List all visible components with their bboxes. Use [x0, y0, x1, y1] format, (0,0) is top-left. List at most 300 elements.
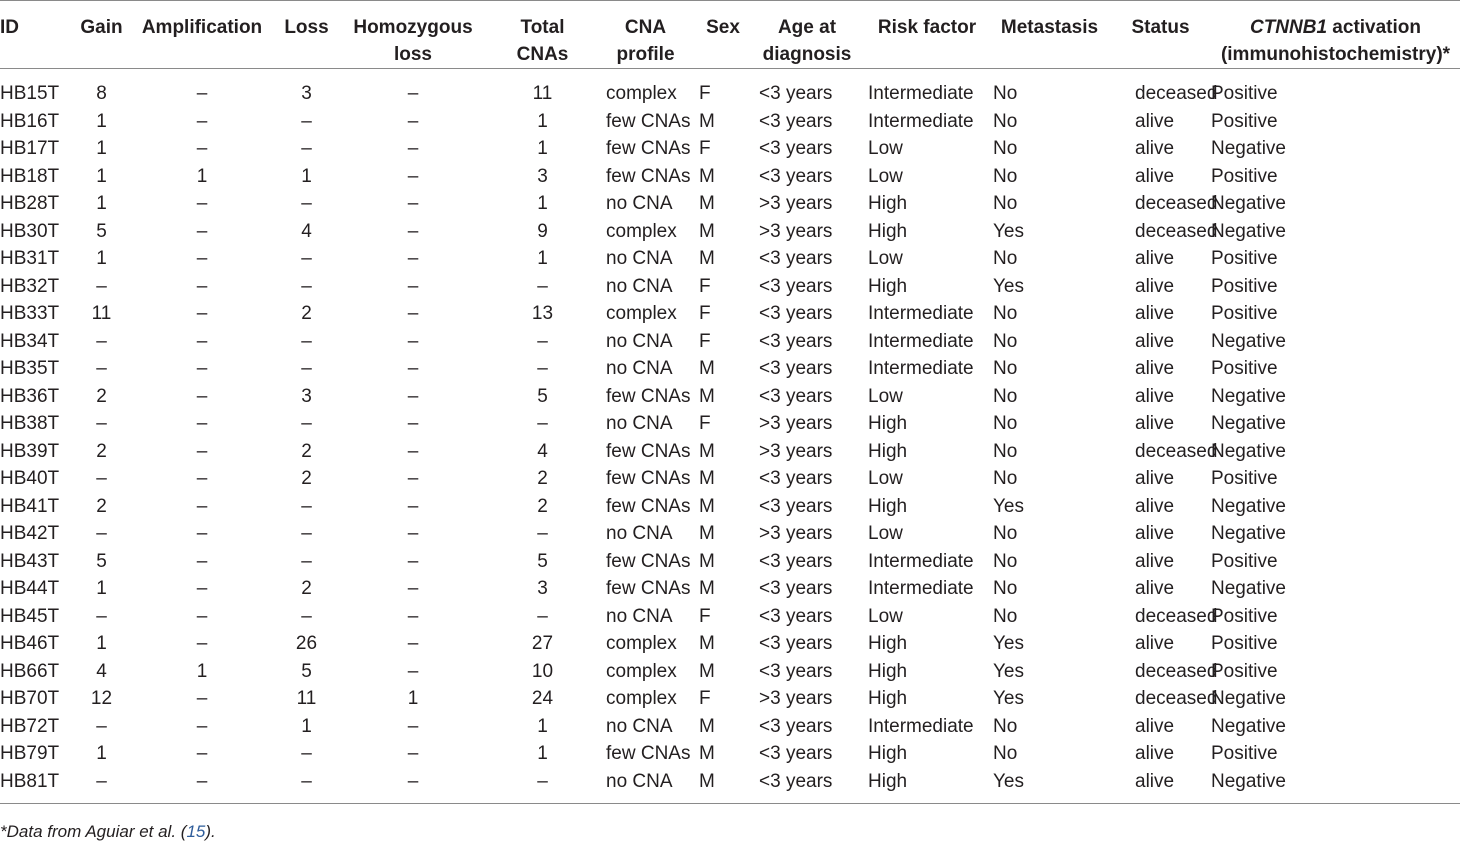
cell-age-at-diagnosis: <3 years — [759, 138, 833, 159]
cell-sex: F — [699, 330, 711, 352]
cell-homozygous-loss: – — [407, 578, 419, 599]
cell-status: alive — [1135, 495, 1175, 517]
cell-status: alive — [1135, 303, 1175, 324]
cell-loss: 2 — [301, 578, 312, 599]
cell-gain: – — [96, 770, 107, 792]
cell-loss: 2 — [301, 303, 312, 324]
table-row — [0, 300, 1460, 328]
cell-cna-profile: no CNA — [606, 523, 673, 544]
cell-cna-profile: no CNA — [606, 715, 673, 737]
cell-cna-profile: no CNA — [606, 330, 673, 352]
cell-risk-factor: High — [868, 495, 908, 517]
cell-metastasis: No — [993, 83, 1018, 104]
cell-sex: M — [699, 495, 715, 517]
cell-risk-factor: Low — [868, 385, 903, 407]
cell-cna-profile: no CNA — [606, 358, 673, 379]
cell-gain: 1 — [96, 633, 107, 654]
cell-id: HB33T — [0, 303, 60, 324]
cell-id: HB30T — [0, 220, 60, 242]
cell-risk-factor: High — [868, 193, 908, 214]
cell-amplification: 1 — [196, 660, 208, 682]
cell-cna-profile: few CNAs — [606, 743, 691, 764]
cell-status: alive — [1135, 743, 1175, 764]
cell-risk-factor: Low — [868, 605, 903, 627]
cell-gain: 8 — [96, 83, 107, 104]
cell-sex: F — [699, 138, 711, 159]
cell-status: deceased — [1135, 688, 1218, 709]
cell-id: HB43T — [0, 550, 60, 572]
cell-gain: – — [96, 715, 107, 737]
cell-cna-profile: complex — [606, 220, 677, 242]
cell-total-cnas: 3 — [537, 578, 548, 599]
cell-ctnnb1-activation: Negative — [1211, 220, 1286, 242]
table-row — [0, 328, 1460, 356]
cell-homozygous-loss: – — [407, 633, 419, 654]
cell-id: HB45T — [0, 605, 60, 627]
cell-ctnnb1-activation: Positive — [1211, 358, 1278, 379]
cell-id: HB38T — [0, 413, 60, 434]
cell-gain: – — [96, 330, 107, 352]
cell-amplification: – — [196, 193, 208, 214]
cell-age-at-diagnosis: <3 years — [759, 248, 833, 269]
table-row — [0, 630, 1460, 658]
cell-risk-factor: High — [868, 440, 908, 462]
cell-sex: M — [699, 660, 715, 682]
cell-sex: F — [699, 275, 711, 297]
cell-age-at-diagnosis: <3 years — [759, 770, 833, 792]
cell-age-at-diagnosis: <3 years — [759, 330, 833, 352]
cell-status: alive — [1135, 248, 1175, 269]
cell-amplification: – — [196, 358, 208, 379]
cell-loss: – — [301, 413, 312, 434]
cell-amplification: – — [196, 605, 208, 627]
cell-metastasis: No — [993, 715, 1018, 737]
cell-gain: 1 — [96, 110, 107, 132]
cell-total-cnas: 24 — [531, 688, 554, 709]
cell-risk-factor: Low — [868, 138, 903, 159]
cell-amplification: – — [196, 413, 208, 434]
table-row — [0, 575, 1460, 603]
cell-amplification: – — [196, 523, 208, 544]
cell-age-at-diagnosis: >3 years — [759, 220, 833, 242]
cell-amplification: – — [196, 715, 208, 737]
cell-amplification: – — [196, 578, 208, 599]
cell-status: alive — [1135, 468, 1175, 489]
cell-loss: – — [301, 193, 312, 214]
cell-id: HB32T — [0, 275, 60, 297]
cell-status: deceased — [1135, 220, 1218, 242]
cell-homozygous-loss: – — [407, 110, 419, 132]
cell-risk-factor: Intermediate — [868, 83, 974, 104]
cell-gain: 1 — [96, 578, 107, 599]
cell-ctnnb1-activation: Positive — [1211, 110, 1278, 132]
cell-metastasis: No — [993, 110, 1018, 132]
cell-id: HB42T — [0, 523, 60, 544]
header-homozygous-loss — [335, 1, 491, 69]
cell-status: alive — [1135, 550, 1175, 572]
cell-status: alive — [1135, 358, 1175, 379]
footnote-reference-link[interactable]: 15 — [186, 822, 206, 841]
cell-loss: 2 — [301, 468, 312, 489]
cell-total-cnas: 1 — [537, 743, 548, 764]
cell-ctnnb1-activation: Negative — [1211, 138, 1286, 159]
cell-amplification: – — [196, 468, 208, 489]
table-row — [0, 548, 1460, 576]
cell-gain: 4 — [96, 660, 107, 682]
cell-gain: – — [96, 523, 107, 544]
cell-ctnnb1-activation: Negative — [1211, 715, 1286, 737]
header-id: ID — [0, 17, 19, 38]
header-total-cnas-line1: Total — [520, 17, 565, 38]
cell-amplification: – — [196, 688, 208, 709]
cell-status: alive — [1135, 275, 1175, 297]
cell-risk-factor: Intermediate — [868, 578, 974, 599]
cell-status: alive — [1135, 165, 1175, 187]
cell-sex: F — [699, 605, 711, 627]
cell-id: HB18T — [0, 165, 60, 187]
cell-risk-factor: Low — [868, 165, 903, 187]
cell-total-cnas: – — [537, 605, 548, 627]
cell-metastasis: No — [993, 743, 1018, 764]
cell-loss: 3 — [301, 385, 312, 407]
cell-homozygous-loss: 1 — [407, 688, 419, 709]
cell-homozygous-loss: – — [407, 275, 419, 297]
cell-risk-factor: Intermediate — [868, 110, 974, 132]
header-homozygous-loss-line2: loss — [393, 44, 433, 65]
cell-gain: 2 — [96, 440, 107, 462]
cell-homozygous-loss: – — [407, 138, 419, 159]
table-row — [0, 135, 1460, 163]
cell-age-at-diagnosis: >3 years — [759, 688, 833, 709]
cell-sex: M — [699, 248, 715, 269]
cell-age-at-diagnosis: <3 years — [759, 165, 833, 187]
cell-total-cnas: – — [537, 413, 548, 434]
cell-risk-factor: Low — [868, 523, 903, 544]
cell-risk-factor: Low — [868, 248, 903, 269]
header-cna-profile-line2: profile — [616, 44, 675, 65]
cell-homozygous-loss: – — [407, 330, 419, 352]
cell-sex: M — [699, 715, 715, 737]
cell-sex: M — [699, 110, 715, 132]
cell-amplification: – — [196, 743, 208, 764]
cell-age-at-diagnosis: <3 years — [759, 660, 833, 682]
cell-loss: – — [301, 550, 312, 572]
cell-cna-profile: few CNAs — [606, 138, 691, 159]
cell-loss: 1 — [301, 165, 312, 187]
header-gain: Gain — [80, 17, 123, 38]
header-age-at-diagnosis — [749, 1, 865, 69]
cell-loss: – — [301, 275, 312, 297]
cell-cna-profile: no CNA — [606, 770, 673, 792]
cell-homozygous-loss: – — [407, 523, 419, 544]
cell-status: alive — [1135, 523, 1175, 544]
cell-age-at-diagnosis: >3 years — [759, 523, 833, 544]
cell-homozygous-loss: – — [407, 385, 419, 407]
cell-age-at-diagnosis: <3 years — [759, 633, 833, 654]
cell-age-at-diagnosis: <3 years — [759, 110, 833, 132]
cell-loss: 1 — [301, 715, 312, 737]
cell-id: HB34T — [0, 330, 60, 352]
table-row — [0, 740, 1460, 768]
cell-total-cnas: 2 — [537, 495, 548, 517]
cell-risk-factor: High — [868, 660, 908, 682]
cell-loss: 2 — [301, 440, 312, 462]
cell-gain: 2 — [96, 495, 107, 517]
cell-cna-profile: few CNAs — [606, 165, 691, 187]
cell-metastasis: No — [993, 165, 1018, 187]
cell-metastasis: No — [993, 605, 1018, 627]
cell-metastasis: No — [993, 193, 1018, 214]
cell-metastasis: Yes — [993, 688, 1024, 709]
cell-ctnnb1-activation: Positive — [1211, 165, 1278, 187]
cell-metastasis: No — [993, 468, 1018, 489]
cell-cna-profile: no CNA — [606, 193, 673, 214]
cell-risk-factor: High — [868, 220, 908, 242]
cell-risk-factor: Intermediate — [868, 550, 974, 572]
cell-id: HB16T — [0, 110, 60, 132]
header-sex: Sex — [706, 17, 740, 38]
cell-ctnnb1-activation: Positive — [1211, 605, 1278, 627]
cell-metastasis: Yes — [993, 770, 1024, 792]
cell-age-at-diagnosis: <3 years — [759, 358, 833, 379]
cell-status: alive — [1135, 138, 1175, 159]
cell-sex: M — [699, 468, 715, 489]
cell-status: deceased — [1135, 440, 1218, 462]
cell-sex: M — [699, 358, 715, 379]
cell-age-at-diagnosis: <3 years — [759, 578, 833, 599]
cell-sex: M — [699, 550, 715, 572]
cell-metastasis: No — [993, 358, 1018, 379]
cell-loss: – — [301, 743, 312, 764]
cell-sex: F — [699, 83, 711, 104]
cell-risk-factor: High — [868, 275, 908, 297]
table-row — [0, 465, 1460, 493]
cell-id: HB40T — [0, 468, 60, 489]
cell-metastasis: Yes — [993, 495, 1024, 517]
cell-amplification: – — [196, 385, 208, 407]
cell-amplification: – — [196, 770, 208, 792]
table-row — [0, 658, 1460, 686]
cell-gain: 1 — [96, 743, 107, 764]
cell-sex: F — [699, 303, 711, 324]
cell-metastasis: Yes — [993, 660, 1024, 682]
cell-gain: – — [96, 275, 107, 297]
cell-total-cnas: 2 — [537, 468, 548, 489]
cell-total-cnas: 4 — [537, 440, 548, 462]
cell-cna-profile: no CNA — [606, 275, 673, 297]
header-cna-profile — [594, 1, 697, 69]
cell-total-cnas: 1 — [537, 248, 548, 269]
cell-cna-profile: few CNAs — [606, 440, 691, 462]
cell-total-cnas: – — [537, 523, 548, 544]
header-ctnnb1-activation — [1211, 1, 1460, 69]
cell-ctnnb1-activation: Negative — [1211, 385, 1286, 407]
cell-amplification: – — [196, 275, 208, 297]
table-row — [0, 69, 1460, 108]
cell-cna-profile: few CNAs — [606, 495, 691, 517]
cell-total-cnas: 3 — [537, 165, 548, 187]
cell-sex: M — [699, 440, 715, 462]
cell-gain: 5 — [96, 550, 107, 572]
cell-homozygous-loss: – — [407, 743, 419, 764]
cell-cna-profile: no CNA — [606, 605, 673, 627]
cell-gain: 5 — [96, 220, 107, 242]
cell-risk-factor: Intermediate — [868, 330, 974, 352]
cell-ctnnb1-activation: Positive — [1211, 550, 1278, 572]
header-ctnnb1-gene: CTNNB1 — [1249, 17, 1328, 38]
cell-status: alive — [1135, 633, 1175, 654]
cell-homozygous-loss: – — [407, 660, 419, 682]
cell-total-cnas: – — [537, 330, 548, 352]
cell-amplification: – — [196, 138, 208, 159]
table-row — [0, 273, 1460, 301]
cell-homozygous-loss: – — [407, 715, 419, 737]
cell-metastasis: No — [993, 413, 1018, 434]
cell-total-cnas: – — [537, 770, 548, 792]
cell-id: HB41T — [0, 495, 60, 517]
cell-metastasis: No — [993, 578, 1018, 599]
cell-sex: M — [699, 165, 715, 187]
cell-gain: 1 — [96, 138, 107, 159]
cell-status: alive — [1135, 715, 1175, 737]
cell-ctnnb1-activation: Negative — [1211, 330, 1286, 352]
cell-loss: – — [301, 358, 312, 379]
cell-status: deceased — [1135, 193, 1218, 214]
cell-ctnnb1-activation: Negative — [1211, 523, 1286, 544]
cell-gain: – — [96, 413, 107, 434]
cell-id: HB36T — [0, 385, 60, 407]
cell-risk-factor: High — [868, 413, 908, 434]
table-row — [0, 493, 1460, 521]
cell-loss: – — [301, 330, 312, 352]
cell-age-at-diagnosis: >3 years — [759, 193, 833, 214]
table-row — [0, 383, 1460, 411]
cell-metastasis: No — [993, 550, 1018, 572]
cell-gain: 11 — [91, 303, 112, 324]
cell-id: HB79T — [0, 743, 60, 764]
cell-gain: – — [96, 605, 107, 627]
table-header — [0, 1, 1460, 69]
cell-total-cnas: 1 — [537, 193, 548, 214]
cell-total-cnas: 5 — [537, 550, 548, 572]
cell-metastasis: No — [993, 440, 1018, 462]
cell-total-cnas: 5 — [537, 385, 548, 407]
cell-amplification: – — [196, 633, 208, 654]
cell-status: alive — [1135, 330, 1175, 352]
cell-status: deceased — [1135, 660, 1218, 682]
cell-sex: M — [699, 193, 715, 214]
table-row — [0, 355, 1460, 383]
table-row — [0, 520, 1460, 548]
header-cna-profile-line1: CNA — [624, 17, 667, 38]
cell-age-at-diagnosis: <3 years — [759, 303, 833, 324]
cell-id: HB70T — [0, 688, 60, 709]
cell-id: HB46T — [0, 633, 60, 654]
table-row — [0, 108, 1460, 136]
cell-ctnnb1-activation: Negative — [1211, 193, 1286, 214]
table-row — [0, 218, 1460, 246]
cell-metastasis: No — [993, 330, 1018, 352]
cell-amplification: – — [196, 110, 208, 132]
header-ctnnb1-rest: activation — [1327, 17, 1422, 38]
cell-status: deceased — [1135, 605, 1218, 627]
cell-cna-profile: few CNAs — [606, 578, 691, 599]
cell-metastasis: No — [993, 385, 1018, 407]
cell-homozygous-loss: – — [407, 83, 419, 104]
cell-homozygous-loss: – — [407, 220, 419, 242]
cell-age-at-diagnosis: >3 years — [759, 413, 833, 434]
cell-id: HB35T — [0, 358, 60, 379]
header-ctnnb1-line1 — [1211, 14, 1460, 41]
header-homozygous-loss-line1: Homozygous — [353, 17, 473, 38]
cell-age-at-diagnosis: <3 years — [759, 495, 833, 517]
cell-loss: – — [301, 605, 312, 627]
header-metastasis: Metastasis — [1000, 17, 1099, 38]
cell-loss: 4 — [301, 220, 312, 242]
cell-sex: M — [699, 385, 715, 407]
cell-sex: M — [699, 633, 715, 654]
cell-cna-profile: few CNAs — [606, 385, 691, 407]
cell-loss: 26 — [295, 633, 318, 654]
cell-metastasis: No — [993, 138, 1018, 159]
cell-cna-profile: no CNA — [606, 248, 673, 269]
cell-risk-factor: Intermediate — [868, 303, 974, 324]
cell-amplification: – — [196, 550, 208, 572]
cell-age-at-diagnosis: <3 years — [759, 83, 833, 104]
cell-status: alive — [1135, 578, 1175, 599]
table-row — [0, 245, 1460, 273]
cell-cna-profile: complex — [606, 633, 677, 654]
cell-ctnnb1-activation: Positive — [1211, 83, 1278, 104]
cell-sex: M — [699, 220, 715, 242]
cell-risk-factor: High — [868, 770, 908, 792]
cell-sex: M — [699, 770, 715, 792]
cell-total-cnas: 1 — [537, 138, 548, 159]
cell-cna-profile: complex — [606, 83, 677, 104]
cell-status: deceased — [1135, 83, 1218, 104]
cell-amplification: – — [196, 303, 208, 324]
cell-id: HB72T — [0, 715, 60, 737]
cell-id: HB81T — [0, 770, 60, 792]
cell-amplification: – — [196, 495, 208, 517]
cell-risk-factor: High — [868, 633, 908, 654]
cell-metastasis: Yes — [993, 633, 1024, 654]
cell-total-cnas: – — [537, 275, 548, 297]
cell-ctnnb1-activation: Negative — [1211, 495, 1286, 517]
cell-metastasis: No — [993, 303, 1018, 324]
cell-age-at-diagnosis: <3 years — [759, 550, 833, 572]
cell-loss: 11 — [296, 688, 317, 709]
cell-homozygous-loss: – — [407, 358, 419, 379]
cell-amplification: 1 — [196, 165, 208, 187]
cell-age-at-diagnosis: <3 years — [759, 275, 833, 297]
cell-age-at-diagnosis: <3 years — [759, 715, 833, 737]
cell-ctnnb1-activation: Positive — [1211, 248, 1278, 269]
cell-homozygous-loss: – — [407, 468, 419, 489]
cell-metastasis: No — [993, 248, 1018, 269]
cell-loss: – — [301, 770, 312, 792]
cell-ctnnb1-activation: Positive — [1211, 303, 1278, 324]
cell-gain: – — [96, 468, 107, 489]
cell-ctnnb1-activation: Positive — [1211, 660, 1278, 682]
cell-cna-profile: few CNAs — [606, 550, 691, 572]
cell-age-at-diagnosis: >3 years — [759, 440, 833, 462]
cell-ctnnb1-activation: Positive — [1211, 743, 1278, 764]
cell-cna-profile: complex — [606, 660, 677, 682]
cell-status: alive — [1135, 110, 1175, 132]
cell-id: HB15T — [0, 83, 60, 104]
cell-amplification: – — [196, 83, 208, 104]
